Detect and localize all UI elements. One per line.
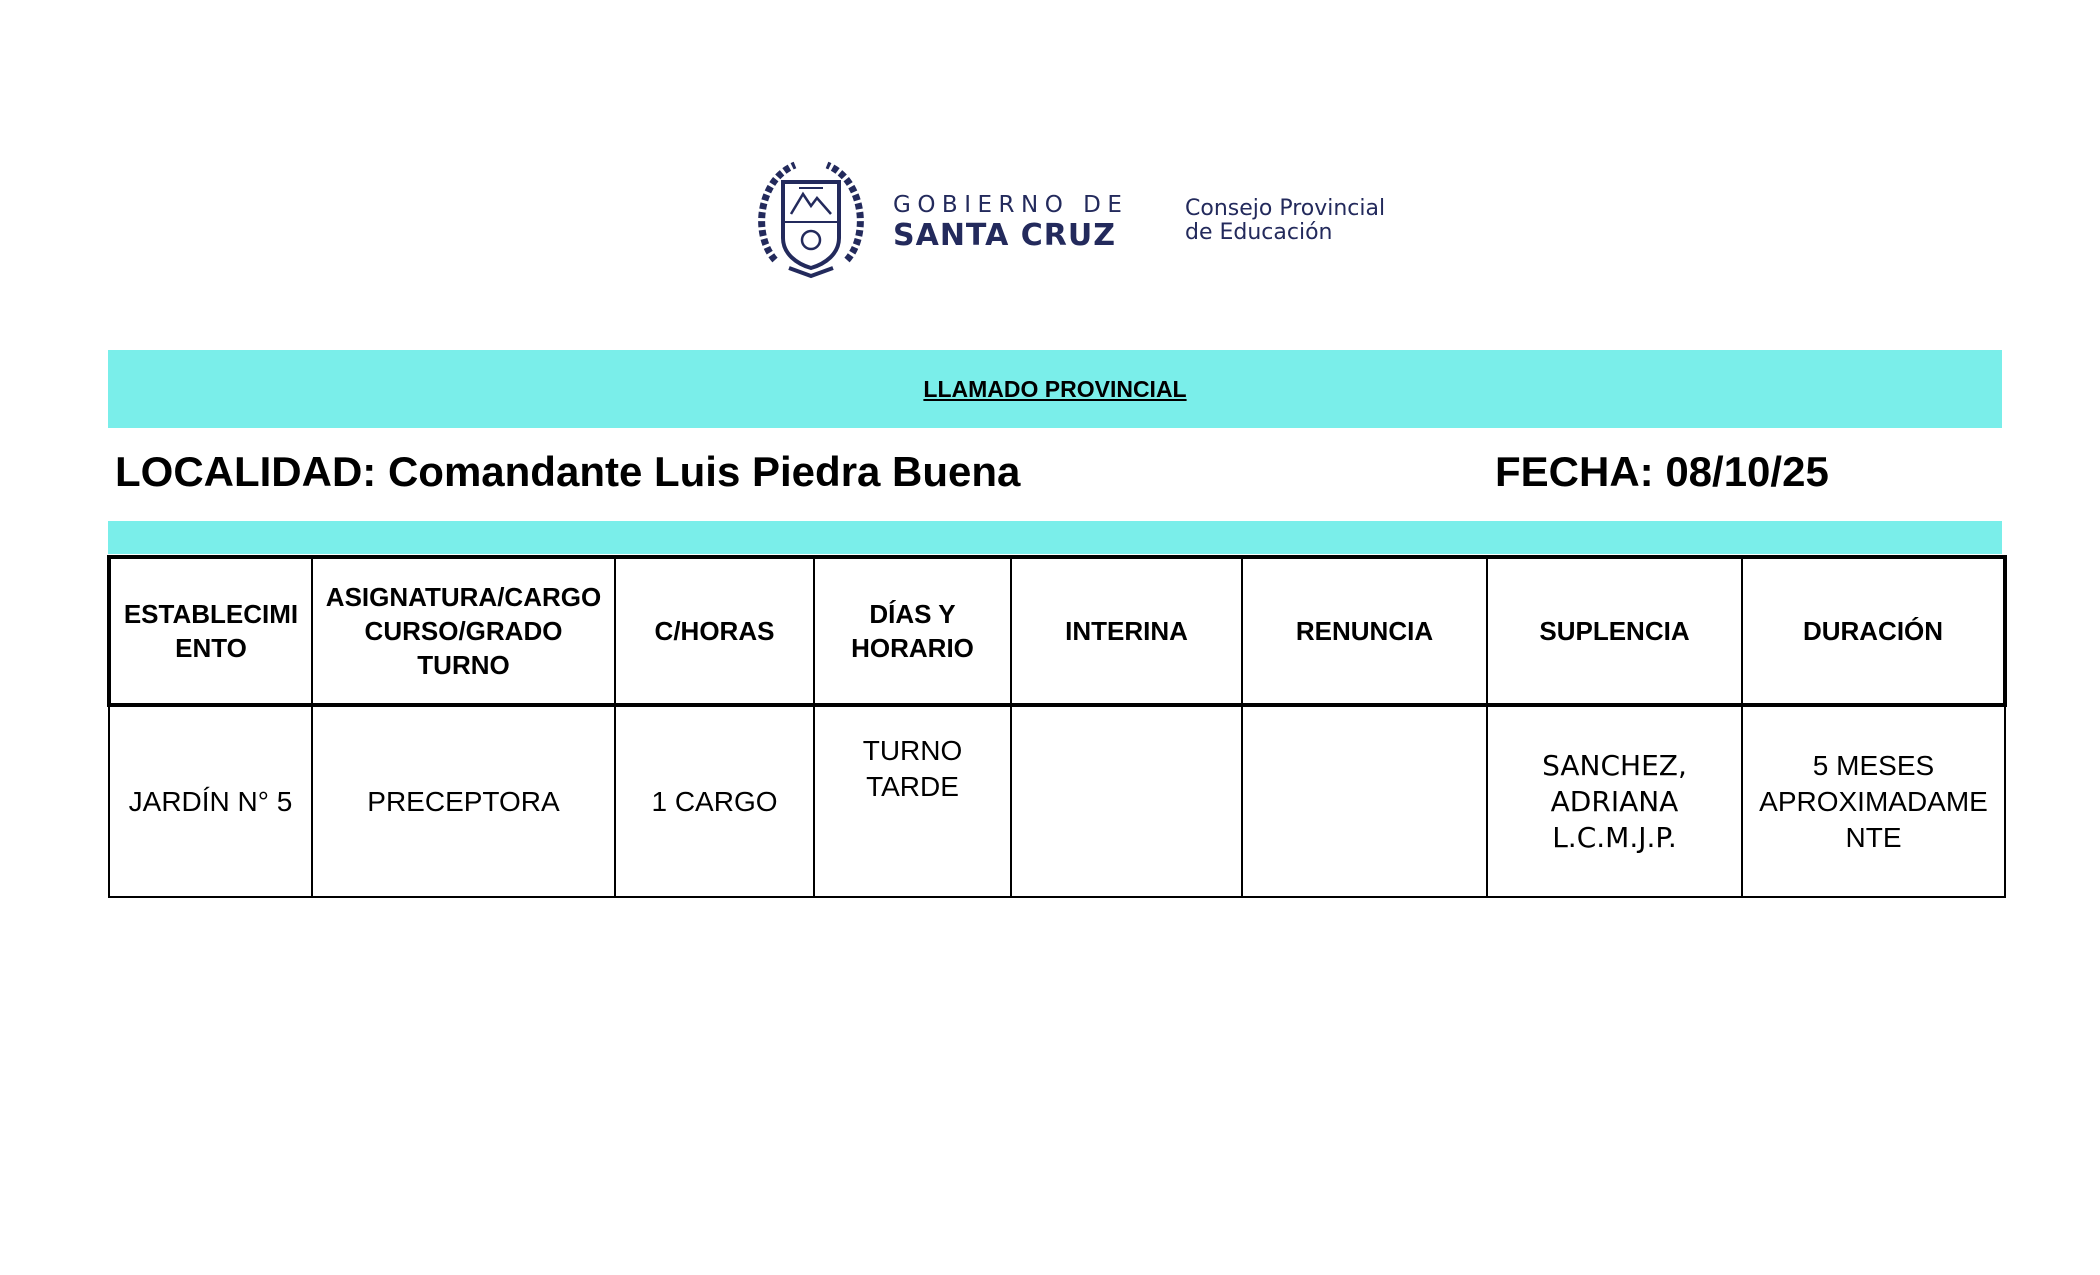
header-interina-line1: INTERINA bbox=[1065, 616, 1188, 646]
header-horas-line1: C/HORAS bbox=[654, 616, 775, 646]
header-establecimiento-line1: ESTABLECIMI bbox=[123, 599, 299, 629]
header-establecimiento-line2: ENTO bbox=[175, 633, 247, 663]
header-interina bbox=[1011, 557, 1242, 705]
header-asignatura-line2: CURSO/GRADO bbox=[364, 616, 563, 646]
header-suplencia-line1: SUPLENCIA bbox=[1539, 616, 1690, 646]
header-asignatura-line3: TURNO bbox=[417, 650, 510, 680]
locality-label: LOCALIDAD: Comandante Luis Piedra Buena bbox=[115, 448, 1021, 495]
vacancy-table bbox=[107, 555, 2007, 898]
cell-duracion-line1: 5 MESES bbox=[1812, 749, 1935, 781]
separator-band bbox=[108, 521, 2002, 554]
provincial-seal-icon bbox=[755, 160, 867, 282]
header-renuncia bbox=[1242, 557, 1487, 705]
table-header-row bbox=[109, 557, 2005, 705]
cell-dias bbox=[814, 705, 1011, 897]
cell-interina bbox=[1011, 705, 1242, 897]
cell-dias-line2: TARDE bbox=[866, 771, 959, 802]
header-dias-line2: HORARIO bbox=[851, 633, 974, 663]
government-name-line2: SANTA CRUZ bbox=[893, 218, 1116, 253]
date-label: FECHA: 08/10/25 bbox=[1495, 448, 1829, 495]
header-dias-line1: DÍAS Y bbox=[869, 599, 956, 629]
cell-establecimiento: JARDÍN N° 5 bbox=[109, 705, 312, 897]
cell-renuncia bbox=[1242, 705, 1487, 897]
header-logo-area bbox=[755, 160, 1455, 285]
cell-duracion-line2: APROXIMADAME bbox=[1759, 785, 1988, 817]
header-asignatura-line1: ASIGNATURA/CARGO bbox=[325, 582, 602, 612]
header-suplencia bbox=[1487, 557, 1742, 705]
header-establecimiento bbox=[109, 557, 312, 705]
cell-duracion-line3: NTE bbox=[1845, 821, 1902, 853]
header-horas bbox=[615, 557, 814, 705]
cell-dias-line1: TURNO bbox=[862, 735, 963, 766]
cell-asignatura: PRECEPTORA bbox=[312, 705, 615, 897]
header-dias bbox=[814, 557, 1011, 705]
header-duracion-line1: DURACIÓN bbox=[1802, 616, 1944, 646]
cell-suplencia-line2: L.C.M.J.P. bbox=[1552, 820, 1677, 854]
header-asignatura bbox=[312, 557, 615, 705]
header-renuncia-line1: RENUNCIA bbox=[1295, 616, 1434, 646]
council-name-line2: de Educación bbox=[1185, 220, 1333, 245]
council-name bbox=[1185, 197, 1385, 245]
header-duracion bbox=[1742, 557, 2005, 705]
cell-suplencia bbox=[1487, 705, 1742, 897]
cell-suplencia-line1: SANCHEZ, ADRIANA bbox=[1542, 748, 1687, 818]
cell-duracion bbox=[1742, 705, 2005, 897]
council-name-line1: Consejo Provincial bbox=[1185, 196, 1386, 221]
cell-horas: 1 CARGO bbox=[615, 705, 814, 897]
call-title: LLAMADO PROVINCIAL bbox=[923, 376, 1187, 402]
government-name-line1: GOBIERNO DE bbox=[893, 192, 1129, 218]
table-row bbox=[109, 705, 2005, 897]
